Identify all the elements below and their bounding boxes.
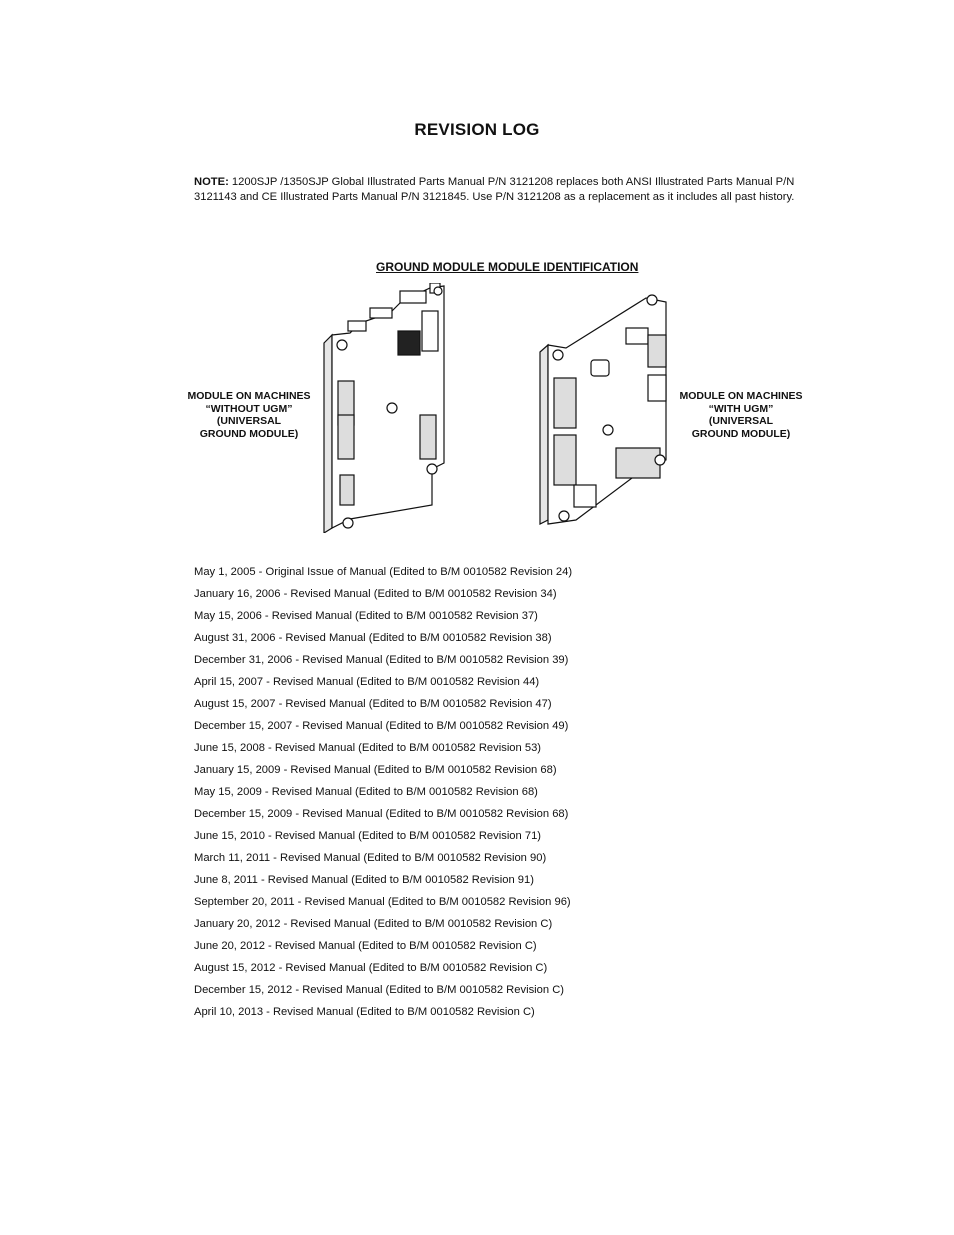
revision-entry: December 15, 2012 - Revised Manual (Edited to B/M 0010582 Revision C) <box>194 984 565 996</box>
revision-entry: August 15, 2012 - Revised Manual (Edited to B/M 0010582 Revision C) <box>194 962 548 974</box>
revision-entry: December 15, 2009 - Revised Manual (Edited to B/M 0010582 Revision 68) <box>194 808 569 820</box>
revision-entry: May 15, 2009 - Revised Manual (Edited to B/M 0010582 Revision 68) <box>194 786 538 798</box>
revision-entry: December 15, 2007 - Revised Manual (Edited to B/M 0010582 Revision 49) <box>194 720 569 732</box>
revision-entry: December 31, 2006 - Revised Manual (Edited to B/M 0010582 Revision 39) <box>194 654 569 666</box>
revision-entry: May 1, 2005 - Original Issue of Manual (Edited to B/M 0010582 Revision 24) <box>194 566 573 578</box>
module-with-ugm-illustration <box>536 290 676 530</box>
revision-entry: January 16, 2006 - Revised Manual (Edited to B/M 0010582 Revision 34) <box>194 588 557 600</box>
revision-entry: June 20, 2012 - Revised Manual (Edited to B/M 0010582 Revision C) <box>194 940 537 952</box>
figure-title: GROUND MODULE MODULE IDENTIFICATION <box>376 260 639 274</box>
revision-entry: June 8, 2011 - Revised Manual (Edited to B/M 0010582 Revision 91) <box>194 874 534 886</box>
revision-list <box>194 565 572 1027</box>
module-without-ugm-illustration <box>320 283 450 533</box>
revision-entry: January 20, 2012 - Revised Manual (Edited to B/M 0010582 Revision C) <box>194 918 553 930</box>
revision-entry: March 11, 2011 - Revised Manual (Edited to B/M 0010582 Revision 90) <box>194 852 547 864</box>
page-title: REVISION LOG <box>414 120 540 139</box>
module-label-without-ugm: MODULE ON MACHINES “WITHOUT UGM” (UNIVERSAL GROUND MODULE) <box>187 390 311 440</box>
revision-entry: January 15, 2009 - Revised Manual (Edited to B/M 0010582 Revision 68) <box>194 764 557 776</box>
revision-entry: June 15, 2008 - Revised Manual (Edited to B/M 0010582 Revision 53) <box>194 742 542 754</box>
revision-entry: April 15, 2007 - Revised Manual (Edited to B/M 0010582 Revision 44) <box>194 676 540 688</box>
note-paragraph <box>194 175 824 205</box>
revision-entry: June 15, 2010 - Revised Manual (Edited to B/M 0010582 Revision 71) <box>194 830 542 842</box>
revision-entry: April 10, 2013 - Revised Manual (Edited to B/M 0010582 Revision C) <box>194 1006 535 1018</box>
note-text: 1200SJP /1350SJP Global Illustrated Parts Manual P/N 3121208 replaces both ANSI Illustrated Parts Manual P/N 3121143 and CE Illustrated Parts Manual P/N 3121845. Use P/N 3121208 as a replacement as it includes all past history. <box>194 176 795 203</box>
note-label: NOTE: <box>194 176 229 188</box>
revision-entry: August 15, 2007 - Revised Manual (Edited to B/M 0010582 Revision 47) <box>194 698 552 710</box>
revision-entry: August 31, 2006 - Revised Manual (Edited to B/M 0010582 Revision 38) <box>194 632 552 644</box>
revision-entry: May 15, 2006 - Revised Manual (Edited to B/M 0010582 Revision 37) <box>194 610 538 622</box>
module-label-with-ugm: MODULE ON MACHINES “WITH UGM” (UNIVERSAL GROUND MODULE) <box>679 390 803 440</box>
revision-entry: September 20, 2011 - Revised Manual (Edited to B/M 0010582 Revision 96) <box>194 896 571 908</box>
